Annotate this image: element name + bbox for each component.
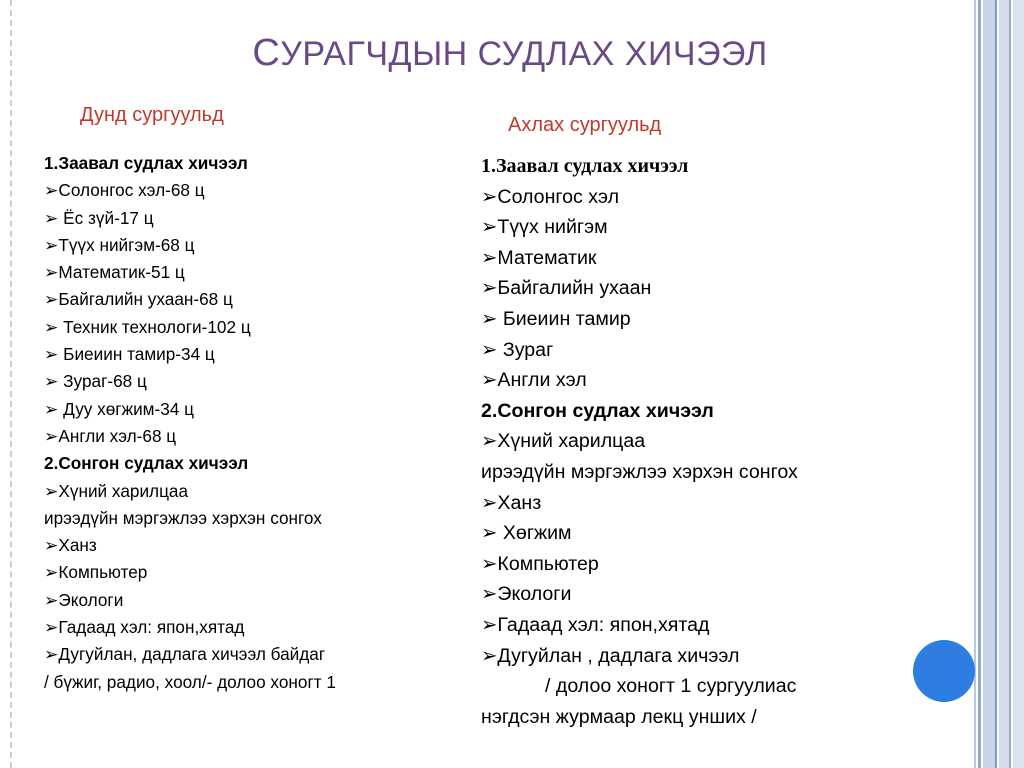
list-item: ➢Солонгос хэл [481,185,620,208]
stripe [978,0,981,768]
list-item: ➢ Ёс зүй-17 ц [44,207,154,228]
list-item: ➢Гадаад хэл: япон,хятад [481,613,710,636]
list-item: ➢Компьютер [481,552,599,575]
list-item: ➢Дугуйлан, дадлага хичээл байдаг [44,644,326,665]
list-item: ➢Англи хэл-68 ц [44,425,177,446]
list-item: ➢Байгалийн ухаан-68 ц [44,289,233,310]
list-item-continuation: нэгдсэн журмаар лекц унших / [481,705,757,728]
list-item: ➢Байгалийн ухаан [481,277,652,300]
list-item: ➢Хүний харилцаа [481,430,646,453]
list-item: ➢Математик [481,246,597,269]
list-item: ➢Гадаад хэл: япон,хятад [44,617,245,638]
list-item: ➢Солонгос хэл-68 ц [44,180,205,201]
list-item: ➢ Зураг-68 ц [44,371,147,392]
list-item-continuation: ирээдүйн мэргэжлээ хэрхэн сонгох [44,507,322,528]
list-item: ➢Дугуйлан , дадлага хичээл [481,644,740,667]
list-heading: 1.Заавал судлах хичээл [481,155,689,177]
right-stripes-decoration [974,0,1024,768]
list-item: ➢ Биеиин тамир-34 ц [44,344,215,365]
list-item: ➢Математик-51 ц [44,262,185,283]
stripe [1013,0,1024,768]
list-item-continuation: / долоо хоногт 1 сургуулиас [545,675,797,698]
list-item: ➢ Хөгжим [481,522,572,545]
stripe [974,0,976,768]
stripe [995,0,997,768]
list-item-continuation: / бүжиг, радио, хоол/- долоо хоногт 1 [44,671,336,692]
list-item: ➢Хүний харилцаа [44,480,189,501]
list-item: ➢Түүх нийгэм-68 ц [44,234,195,255]
list-item-continuation: ирээдүйн мэргэжлээ хэрхэн сонгох [481,460,798,483]
list-heading: 2.Сонгон судлах хичээл [481,399,714,422]
list-item: ➢Түүх нийгэм [481,216,608,239]
circle-icon [913,640,975,702]
list-item: ➢Экологи [44,589,124,610]
list-item: ➢ Зураг [481,338,554,361]
list-item: ➢ Техник технологи-102 ц [44,316,251,337]
title-rest: УРАГЧДЫН СУДЛАХ ХИЧЭЭЛ [280,35,768,73]
left-dashed-border [10,0,12,768]
list-item: ➢Экологи [481,583,572,606]
list-item: ➢Ханз [481,491,542,514]
left-column-heading: Дунд сургуульд [80,104,224,126]
list-heading: 1.Заавал судлах хичээл [44,153,248,173]
left-column-list [44,150,484,696]
title-first-letter: С [252,32,281,74]
list-item: ➢Ханз [44,535,97,556]
list-item: ➢Компьютер [44,562,148,583]
list-item: ➢ Биеиин тамир [481,307,631,330]
list-item: ➢Англи хэл [481,369,587,392]
right-column-heading: Ахлах сургуульд [508,114,662,136]
right-column-list [481,151,911,732]
stripe [1009,0,1011,768]
list-item: ➢ Дуу хөгжим-34 ц [44,398,194,419]
stripe [983,0,995,768]
list-heading: 2.Сонгон судлах хичээл [44,453,249,474]
slide-title [240,32,780,75]
stripe [999,0,1009,768]
